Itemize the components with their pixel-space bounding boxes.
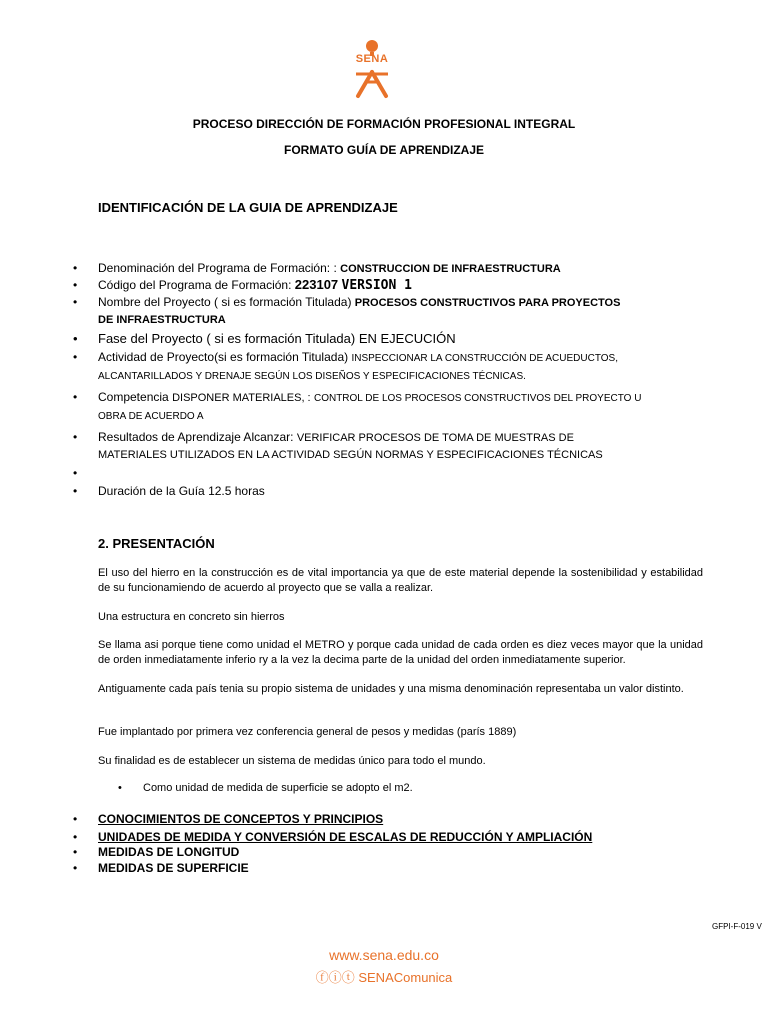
list-item: • Competencia DISPONER MATERIALES, : CONTROL DE LOS PROCESOS CONSTRUCTIVOS DEL PROYECTO U OBRA DE ACUERDO A [73, 390, 642, 422]
list-item: • Duración de la Guía 12.5 horas [73, 484, 265, 498]
paragraph: Se llama asi porque tiene como unidad el METRO y porque cada unidad de cada orden es diez veces mayor que la unidad de orden inmediatamente inferio ry a la vez la decima parte de la unidad del orden inmediatamente superior. [98, 639, 703, 666]
paragraph: El uso del hierro en la construcción es de vital importancia ya que de este material depende la sostenibilidad y estabilidad de su funcionamiendo de acuerdo al proyecto que se valla a realizar. [98, 567, 703, 594]
list-item: • Resultados de Aprendizaje Alcanzar: VERIFICAR PROCESOS DE TOMA DE MUESTRAS DE MATERIALES UTILIZADOS EN LA ACTIVIDAD SEGÚN NORMAS Y ESPECIFICACIONES TÉCNICAS [73, 430, 603, 461]
social-handle[interactable]: SENAComunica [358, 970, 453, 985]
paragraph: Fue implantado por primera vez conferencia general de pesos y medidas (parís 1889) [98, 726, 517, 738]
footer-url[interactable]: www.sena.edu.co [329, 947, 439, 963]
paragraph: Su finalidad es de establecer un sistema de medidas único para todo el mundo. [98, 755, 486, 767]
list-item: • MEDIDAS DE SUPERFICIE [73, 860, 249, 875]
sena-logo-icon [341, 38, 403, 100]
list-item: • Nombre del Proyecto ( si es formación Titulada) PROCESOS CONSTRUCTIVOS PARA PROYECTOS DE INFRAESTRUCTURA [73, 295, 621, 326]
list-item: • MEDIDAS DE LONGITUD [73, 845, 240, 859]
bullet-text: Como unidad de medida de superficie se adopto el m2. [143, 782, 413, 794]
footer-social [0, 967, 768, 986]
list-item: • Código del Programa de Formación: 223107 VERSION 1 [73, 277, 412, 293]
list-item: • Denominación del Programa de Formación: : CONSTRUCCION DE INFRAESTRUCTURA [73, 261, 561, 275]
list-item: • Actividad de Proyecto(si es formación Titulada) INSPECCIONAR LA CONSTRUCCIÓN DE ACUEDUCTOS, ALCANTARILLADOS Y DRENAJE SEGÚN LOS DISEÑOS Y ESPECIFICACIONES TÉCNICAS. [73, 350, 618, 382]
list-item: • CONOCIMIENTOS DE CONCEPTOS Y PRINCIPIOS [73, 812, 384, 826]
sena-logo [341, 38, 403, 100]
identification-list [73, 260, 703, 499]
section-1-title: IDENTIFICACIÓN DE LA GUIA DE APRENDIZAJE [98, 200, 398, 215]
paragraph: Una estructura en concreto sin hierros [98, 611, 285, 623]
list-item: • [73, 466, 78, 480]
paragraph: Antiguamente cada país tenia su propio sistema de unidades y una misma denominación representaba un valor distinto. [98, 683, 684, 695]
list-item: • UNIDADES DE MEDIDA Y CONVERSIÓN DE ESCALAS DE REDUCCIÓN Y AMPLIACIÓN [73, 829, 593, 844]
list-item: • [118, 782, 122, 794]
list-item: • Fase del Proyecto ( si es formación Titulada) EN EJECUCIÓN [73, 331, 456, 346]
process-title: PROCESO DIRECCIÓN DE FORMACIÓN PROFESIONAL INTEGRAL [192, 117, 576, 131]
social-icons: ⓕⓘⓣ [315, 970, 355, 985]
format-title: FORMATO GUÍA DE APRENDIZAJE [283, 143, 484, 157]
document-code: GFPI-F-019 V [712, 922, 762, 931]
logo-text: SENA [355, 53, 389, 65]
section-2-title: 2. PRESENTACIÓN [98, 536, 215, 551]
topics-list [73, 812, 703, 876]
